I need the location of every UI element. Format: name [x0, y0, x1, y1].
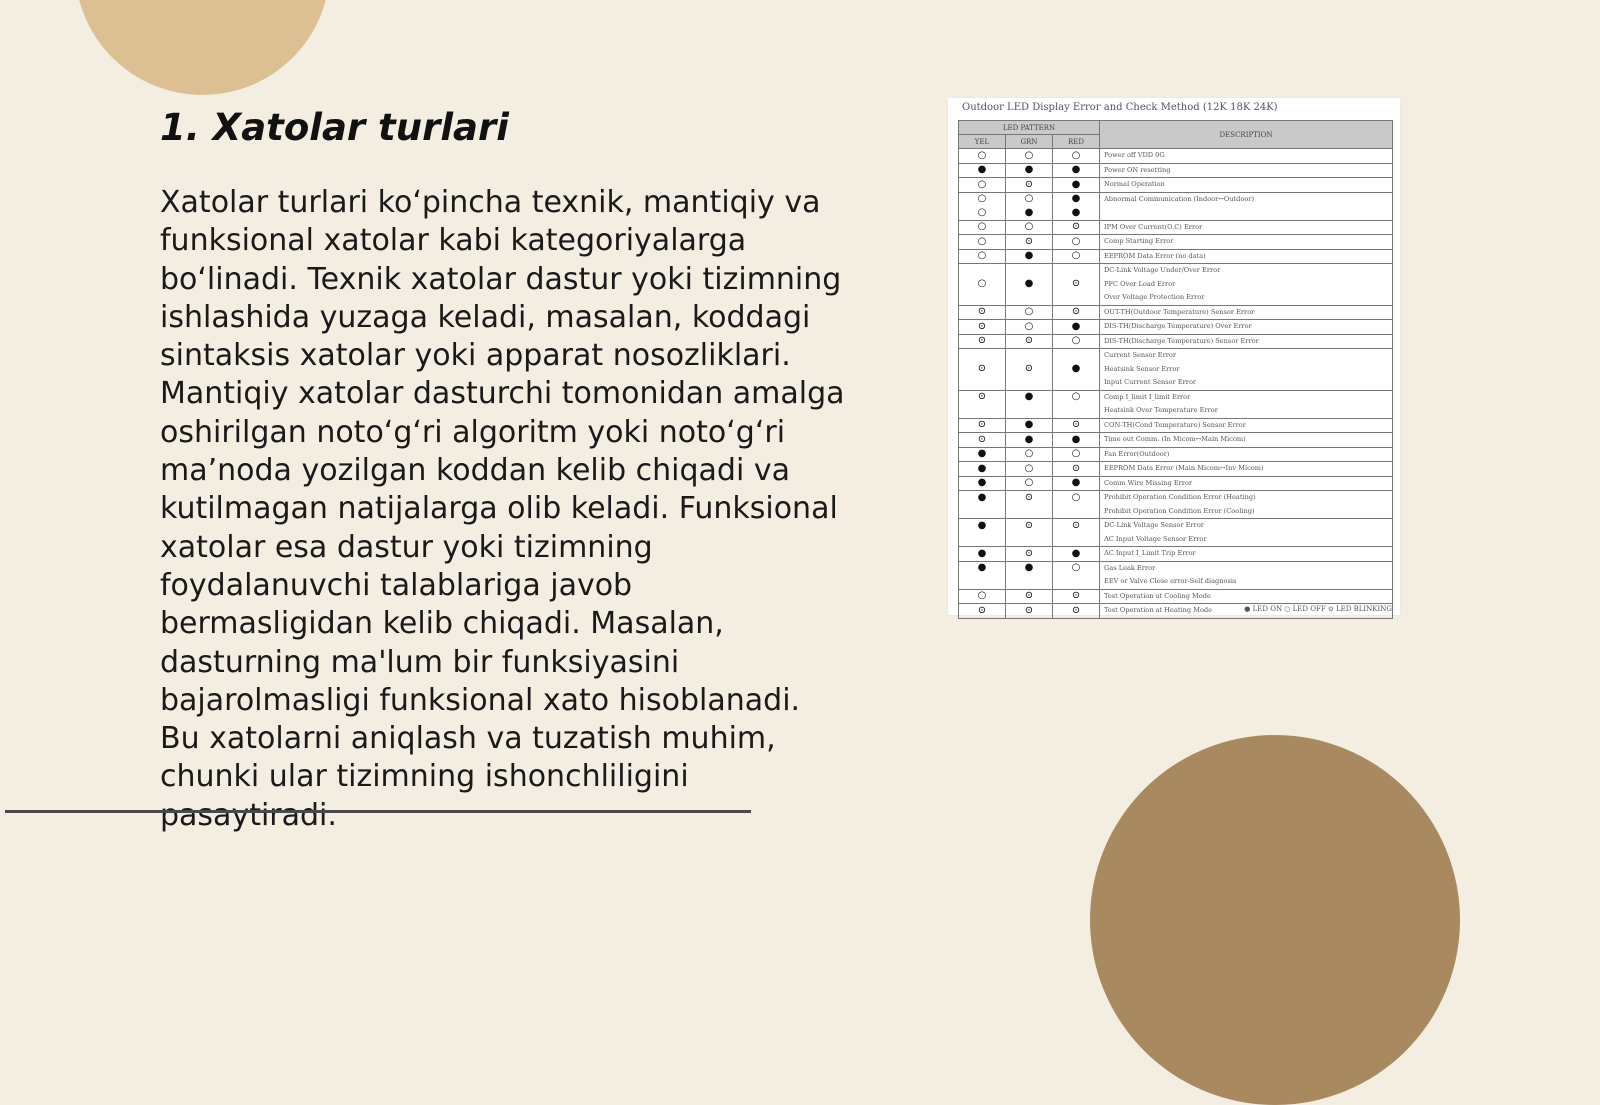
table-row [959, 589, 1393, 604]
led-state-cell [1006, 264, 1053, 278]
led-state-cell: ● [1053, 476, 1100, 491]
led-state-cell [1053, 505, 1100, 519]
led-state-cell [1006, 349, 1053, 363]
led-state-cell: ○ [1053, 447, 1100, 462]
led-state-cell: ● [1006, 433, 1053, 448]
led-state-cell: ○ [959, 192, 1006, 206]
description-header: DESCRIPTION [1100, 121, 1393, 149]
description-cell: Power ON resetting [1100, 163, 1393, 178]
description-cell: CON-TH(Cond Temperature) Sensor Error [1100, 418, 1393, 433]
led-state-cell [1053, 349, 1100, 363]
description-cell: Comm Wire Missing Error [1100, 476, 1393, 491]
led-state-cell [1006, 505, 1053, 519]
led-state-cell: ⊙ [1053, 220, 1100, 235]
led-state-cell: ○ [959, 589, 1006, 604]
led-state-cell: ● [1006, 249, 1053, 264]
description-cell: DC-Link Voltage Sensor Error [1100, 519, 1393, 533]
led-state-cell: ● [1006, 163, 1053, 178]
led-state-cell: ○ [959, 206, 1006, 220]
description-cell: Time out Comm. (In Micom↔Main Micom) [1100, 433, 1393, 448]
description-cell: Comp Starting Error [1100, 235, 1393, 250]
table-row [959, 149, 1393, 164]
description-cell: DIS-TH(Discharge Temperature) Sensor Error [1100, 334, 1393, 349]
table-row [959, 547, 1393, 562]
table-row [959, 561, 1393, 575]
led-state-cell: ○ [959, 149, 1006, 164]
description-cell: EEPROM Data Error (Main Micom↔Inv Micom) [1100, 462, 1393, 477]
table-row [959, 192, 1393, 206]
table-row [959, 376, 1393, 390]
led-state-cell [1006, 376, 1053, 390]
led-state-cell: ○ [1053, 390, 1100, 404]
led-state-cell [1053, 264, 1100, 278]
led-state-cell: ⊙ [1006, 178, 1053, 193]
table-row [959, 505, 1393, 519]
description-cell: Fan Error(Outdoor) [1100, 447, 1393, 462]
led-state-cell: ● [1006, 418, 1053, 433]
led-state-cell [1053, 533, 1100, 547]
led-state-cell: ○ [959, 249, 1006, 264]
table-row [959, 320, 1393, 335]
led-table-body [959, 149, 1393, 619]
led-state-cell [1006, 291, 1053, 305]
led-state-cell: ⊙ [1006, 519, 1053, 533]
led-state-cell: ○ [1006, 192, 1053, 206]
divider-line [5, 810, 751, 813]
description-cell: Current Sensor Error [1100, 349, 1393, 363]
led-state-cell: ○ [1006, 462, 1053, 477]
led-state-cell: ⊙ [959, 604, 1006, 619]
led-state-cell [1053, 404, 1100, 418]
led-state-cell: ⊙ [1053, 305, 1100, 320]
table-row [959, 220, 1393, 235]
led-state-cell: ○ [1006, 305, 1053, 320]
led-state-cell: ⊙ [959, 305, 1006, 320]
led-state-cell: ○ [959, 278, 1006, 292]
led-state-cell [959, 376, 1006, 390]
table-row [959, 178, 1393, 193]
led-state-cell [959, 349, 1006, 363]
led-state-cell: ● [959, 462, 1006, 477]
description-cell: Gas Leak Error [1100, 561, 1393, 575]
table-row [959, 291, 1393, 305]
led-state-cell [959, 533, 1006, 547]
table-row [959, 264, 1393, 278]
led-state-cell: ● [959, 547, 1006, 562]
slide-body-text: Xatolar turlari ko‘pincha texnik, mantiqiy va funksional xatolar kabi kategoriyalarga bo‘linadi. Texnik xatolar dastur yoki tizimning ishlashida yuzaga keladi, masalan, koddagi sintaksis xatolar yoki apparat nosozliklari. Mantiqiy xatolar dasturchi tomonidan amalga oshirilgan noto‘g‘ri algoritm yoki noto‘g‘ri ma’noda yozilgan koddan kelib chiqadi va kutilmagan natijalarga olib keladi. Funksional xatolar esa dastur yoki tizimning foydalanuvchi talablariga javob bermasligidan kelib chiqadi. Masalan, dasturning ma'lum bir funksiyasini bajarolmasligi funksional xato hisoblanadi. Bu xatolarni aniqlash va tuzatish muhim, chunki ular tizimning ishonchliligini pasaytiradi. [160, 185, 845, 833]
decorative-circle-top [75, 0, 330, 95]
led-error-table-image [948, 98, 1400, 615]
led-state-cell [1006, 575, 1053, 589]
led-state-cell [959, 505, 1006, 519]
table-row [959, 533, 1393, 547]
led-state-cell: ● [959, 519, 1006, 533]
led-state-cell: ○ [1006, 476, 1053, 491]
column-header: GRN [1006, 135, 1053, 149]
table-row [959, 418, 1393, 433]
description-cell: Comp I_limit I_limit Error [1100, 390, 1393, 404]
led-state-cell: ● [1053, 163, 1100, 178]
led-state-cell: ⊙ [959, 390, 1006, 404]
led-state-cell: ● [1053, 206, 1100, 220]
led-state-cell: ⊙ [1053, 519, 1100, 533]
led-state-cell [1053, 291, 1100, 305]
column-header: RED [1053, 135, 1100, 149]
led-state-cell: ⊙ [959, 334, 1006, 349]
led-state-cell [959, 575, 1006, 589]
table-row [959, 575, 1393, 589]
led-state-cell: ● [1053, 433, 1100, 448]
led-state-cell: ⊙ [1053, 418, 1100, 433]
led-state-cell: ○ [959, 220, 1006, 235]
description-cell: Abnormal Communication (Indoor↔Outdoor) [1100, 192, 1393, 206]
led-state-cell: ○ [1053, 561, 1100, 575]
led-state-cell: ● [959, 163, 1006, 178]
led-state-cell: ● [959, 476, 1006, 491]
slide-title: 1. Xatolar turlari [160, 106, 509, 149]
table-row [959, 390, 1393, 404]
led-state-cell [1006, 404, 1053, 418]
led-state-cell: ● [1053, 547, 1100, 562]
led-state-cell: ⊙ [959, 320, 1006, 335]
led-state-cell: ● [1053, 363, 1100, 377]
led-state-cell: ⊙ [1006, 491, 1053, 505]
led-state-cell: ○ [1006, 447, 1053, 462]
led-state-cell: ⊙ [1053, 589, 1100, 604]
led-state-cell: ● [959, 447, 1006, 462]
led-state-cell: ⊙ [959, 433, 1006, 448]
description-cell: Input Current Sensor Error [1100, 376, 1393, 390]
led-state-cell: ○ [1006, 220, 1053, 235]
table-row [959, 163, 1393, 178]
led-state-cell: ⊙ [1006, 589, 1053, 604]
table-row [959, 462, 1393, 477]
description-cell: DIS-TH(Discharge Temperature) Over Error [1100, 320, 1393, 335]
description-cell: Test Operation at Cooling Mode [1100, 589, 1393, 604]
table-row [959, 278, 1393, 292]
description-cell: Test Operation at Heating Mode [1100, 604, 1393, 619]
description-cell: AC Input I_Limit Trip Error [1100, 547, 1393, 562]
led-state-cell: ● [1006, 206, 1053, 220]
led-state-cell: ○ [1053, 235, 1100, 250]
table-row [959, 491, 1393, 505]
led-state-cell: ● [1006, 278, 1053, 292]
led-state-cell: ○ [1006, 320, 1053, 335]
led-state-cell: ○ [959, 235, 1006, 250]
led-state-cell: ● [1053, 178, 1100, 193]
description-cell: OUT-TH(Outdoor Temperature) Sensor Error [1100, 305, 1393, 320]
led-state-cell: ⊙ [1006, 547, 1053, 562]
table-row [959, 476, 1393, 491]
description-cell: EEV or Valve Close error-Self diagnosis [1100, 575, 1393, 589]
led-error-table [958, 120, 1393, 619]
figure-title: Outdoor LED Display Error and Check Method (12K 18K 24K) [962, 102, 1278, 113]
description-cell: Power off VDD 0G [1100, 149, 1393, 164]
led-state-cell [959, 264, 1006, 278]
description-cell: Prohibit Operation Condition Error (Heating) [1100, 491, 1393, 505]
figure-legend: ● LED ON ○ LED OFF ⊙ LED BLINKING [1244, 605, 1392, 613]
led-state-cell: ⊙ [1053, 604, 1100, 619]
description-cell [1100, 206, 1393, 220]
decorative-circle-bottom [1090, 735, 1460, 1105]
led-state-cell: ⊙ [1053, 462, 1100, 477]
description-cell: Prohibit Operation Condition Error (Cooling) [1100, 505, 1393, 519]
led-state-cell [1006, 533, 1053, 547]
led-state-cell: ○ [1053, 491, 1100, 505]
led-state-cell: ○ [959, 178, 1006, 193]
table-row [959, 519, 1393, 533]
table-row [959, 334, 1393, 349]
table-row [959, 363, 1393, 377]
led-state-cell: ⊙ [1006, 235, 1053, 250]
led-state-cell: ⊙ [1053, 278, 1100, 292]
led-state-cell: ⊙ [959, 363, 1006, 377]
led-state-cell: ○ [1053, 334, 1100, 349]
table-row [959, 404, 1393, 418]
led-state-cell: ○ [1053, 149, 1100, 164]
led-state-cell [1053, 575, 1100, 589]
led-state-cell: ⊙ [1006, 334, 1053, 349]
led-state-cell: ○ [1006, 149, 1053, 164]
led-state-cell: ⊙ [959, 418, 1006, 433]
table-row [959, 249, 1393, 264]
column-header: YEL [959, 135, 1006, 149]
description-cell: DC-Link Voltage Under/Over Error [1100, 264, 1393, 278]
led-pattern-header: LED PATTERN [959, 121, 1100, 135]
led-state-cell: ● [1006, 390, 1053, 404]
table-row [959, 447, 1393, 462]
led-state-cell: ● [1006, 561, 1053, 575]
led-state-cell: ⊙ [1006, 604, 1053, 619]
led-state-cell: ● [959, 491, 1006, 505]
table-row [959, 433, 1393, 448]
table-row [959, 349, 1393, 363]
description-cell: PFC Over Load Error [1100, 278, 1393, 292]
description-cell: IPM Over Current(O.C) Error [1100, 220, 1393, 235]
table-row [959, 235, 1393, 250]
led-state-cell [1053, 376, 1100, 390]
table-row [959, 305, 1393, 320]
led-state-cell [959, 404, 1006, 418]
description-cell: Heatsink Sensor Error [1100, 363, 1393, 377]
description-cell: Normal Operation [1100, 178, 1393, 193]
description-cell: Over Voltage Protection Error [1100, 291, 1393, 305]
led-state-cell: ● [1053, 320, 1100, 335]
led-state-cell: ○ [1053, 249, 1100, 264]
description-cell: EEPROM Data Error (no data) [1100, 249, 1393, 264]
table-row [959, 206, 1393, 220]
description-cell: Heatsink Over Temperature Error [1100, 404, 1393, 418]
led-state-cell: ⊙ [1006, 363, 1053, 377]
led-state-cell: ● [959, 561, 1006, 575]
led-state-cell: ● [1053, 192, 1100, 206]
led-state-cell [959, 291, 1006, 305]
description-cell: AC Input Voltage Sensor Error [1100, 533, 1393, 547]
